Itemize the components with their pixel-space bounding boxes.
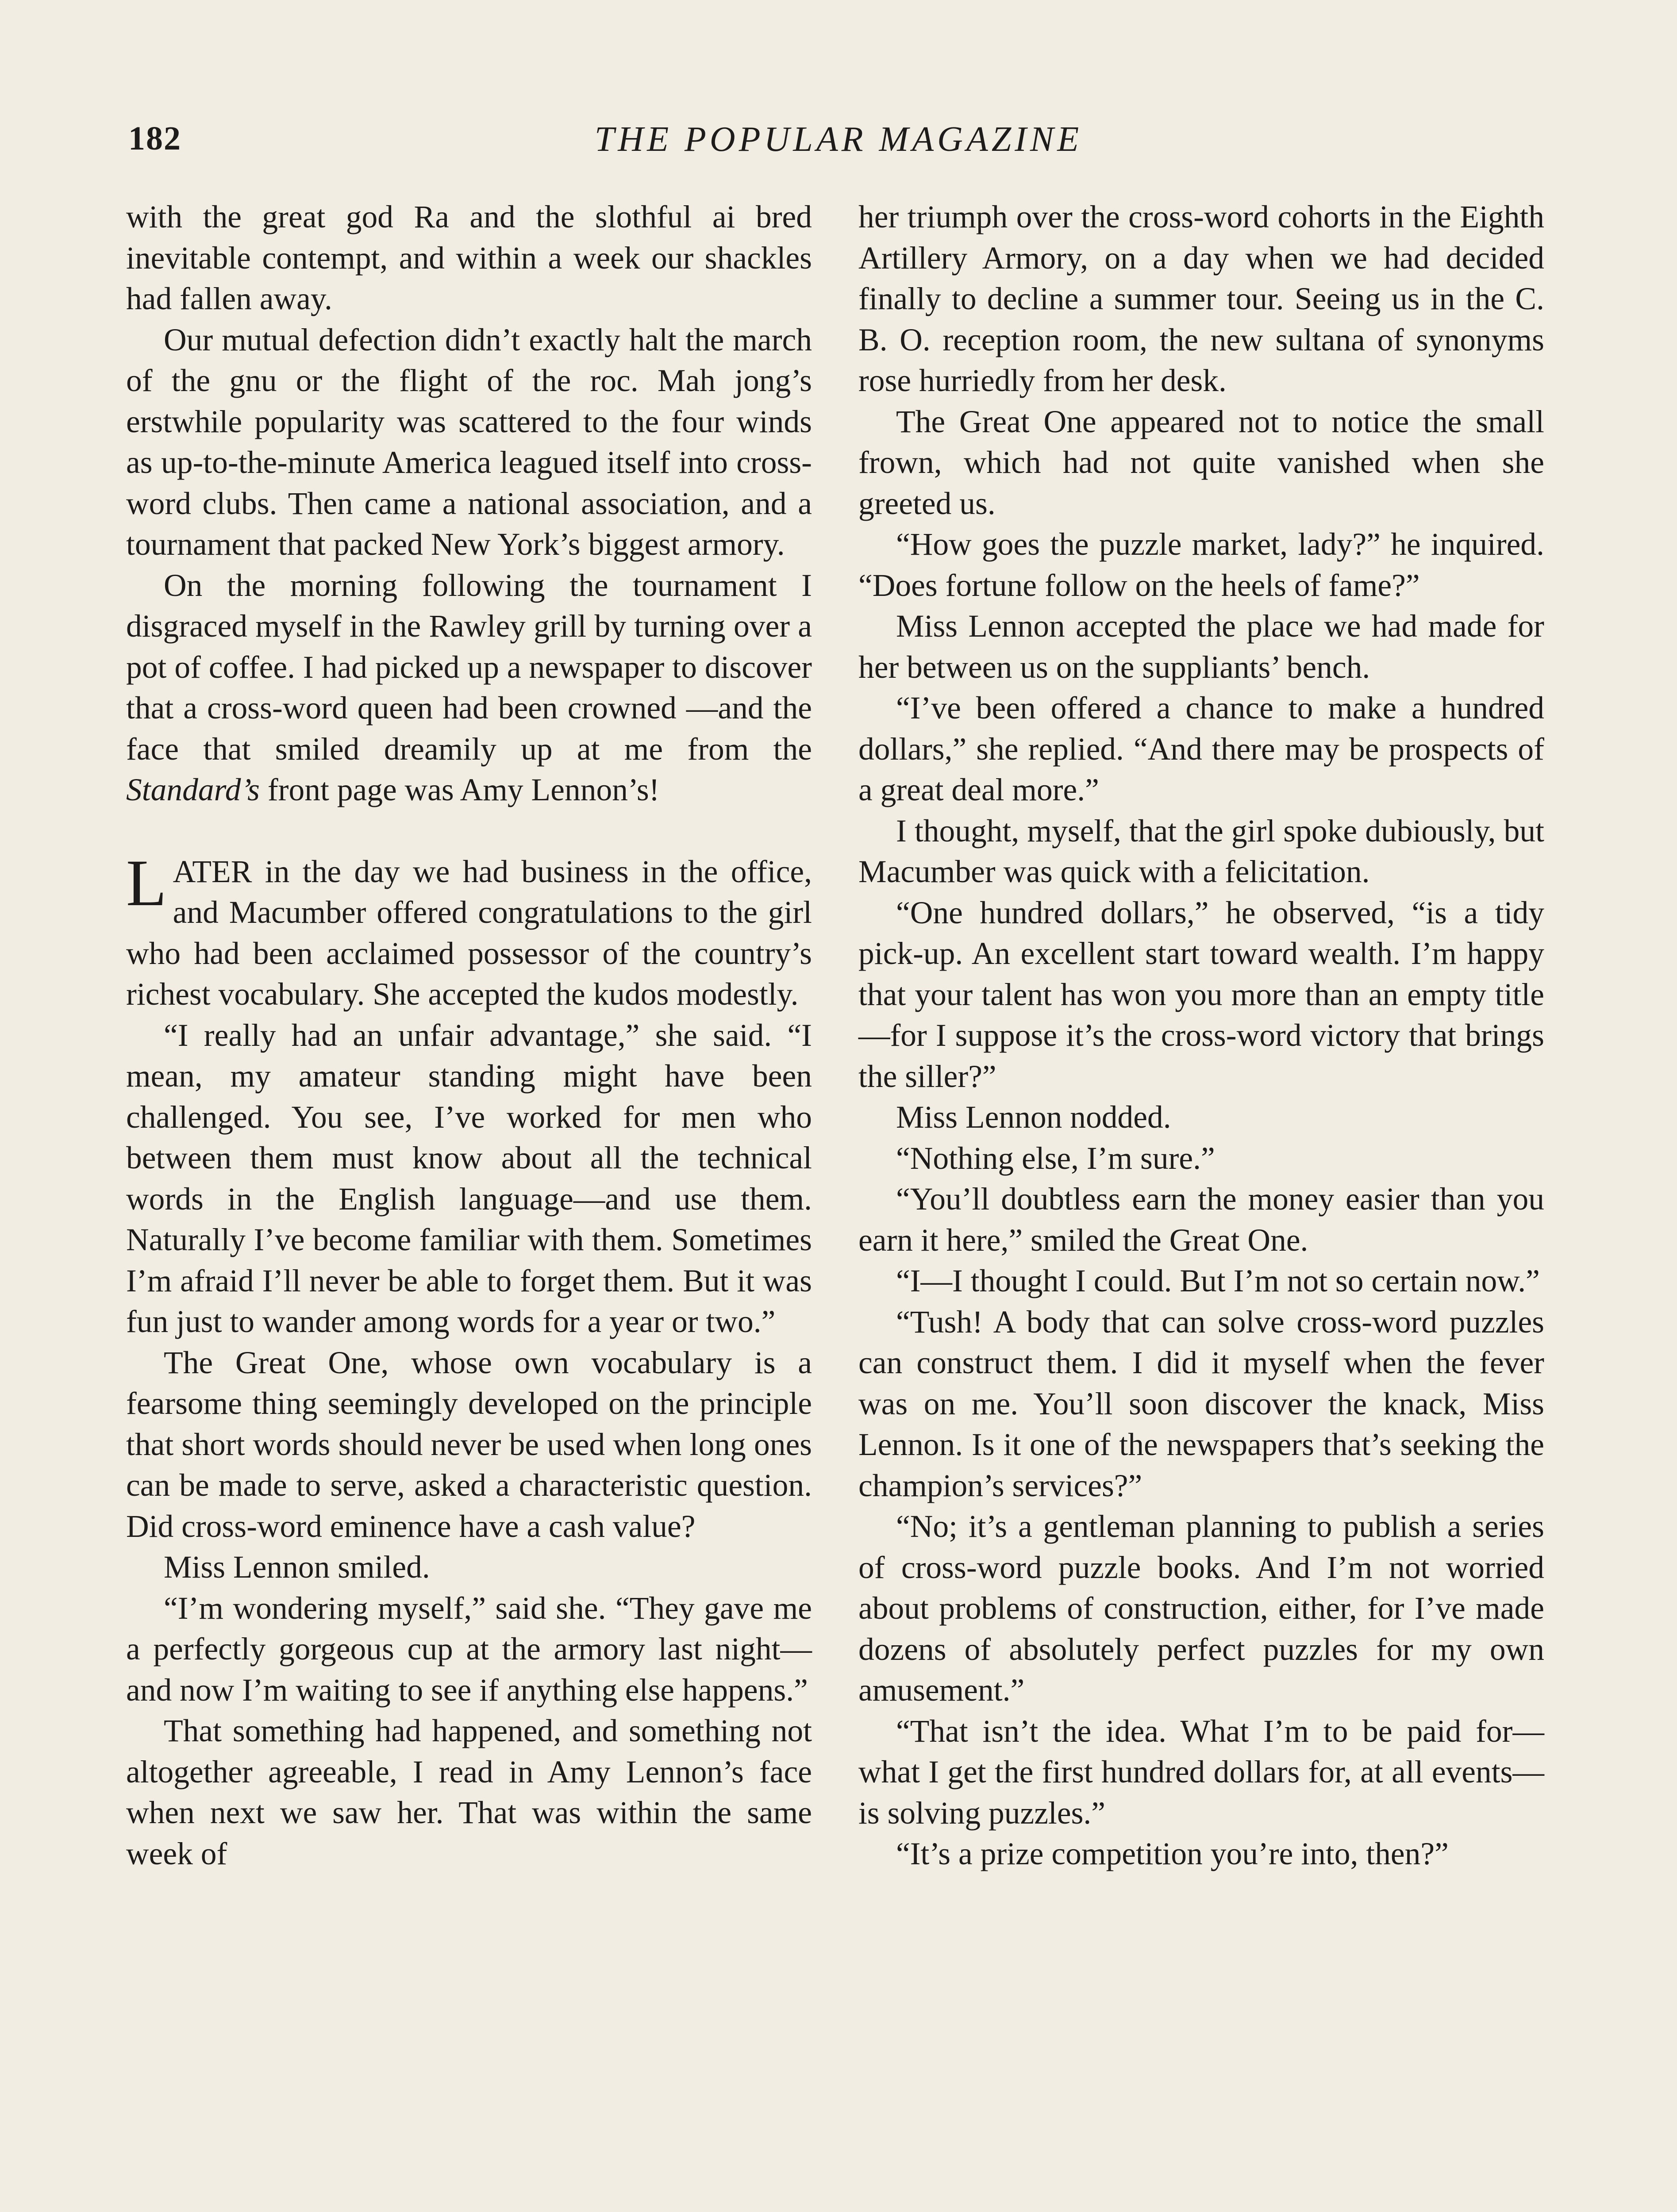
paragraph: “No; it’s a gentleman planning to publish a series of cross-word puzzle books. And I’m not worried about problems of construction, either, for I’ve made dozens of absolutely perfect puzzles for my own amusement.”	[858, 1509, 1544, 1708]
running-title: THE POPULAR MAGAZINE	[594, 120, 1083, 159]
paragraph: “How goes the puzzle market, lady?” he inquired. “Does fortune follow on the heels of fame?”	[858, 527, 1544, 603]
paragraph: “Tush! A body that can solve cross-word puzzles can construct them. I did it myself when the fever was on me. You’ll soon discover the knack, Miss Lennon. Is it one of the newspapers that’s seeking the champion’s services?”	[858, 1304, 1544, 1503]
paragraph: “That isn’t the idea. What I’m to be paid for—what I get the first hundred dollars for, at all events—is solving puzzles.”	[858, 1713, 1544, 1831]
paragraph: “I—I thought I could. But I’m not so certain now.”	[896, 1263, 1540, 1298]
paragraph: “One hundred dollars,” he observed, “is a tidy pick-up. An excellent start toward wealth. I’m happy that your talent has won you more than an empty title—for I suppose it’s the cross-word victory that brings the siller?”	[858, 895, 1544, 1094]
paragraph: “I’m wondering myself,” said she. “They gave me a perfectly gorgeous cup at the armory last night—and now I’m waiting to see if anything else happens.”	[126, 1590, 812, 1708]
newspaper-name: Standard’s	[126, 772, 260, 807]
paragraph: “You’ll doubtless earn the money easier than you earn it here,” smiled the Great One.	[858, 1182, 1544, 1258]
paragraph: That something had happened, and something not altogether agreeable, I read in Amy Lennon’s face when next we saw her. That was within the same week of	[126, 1713, 812, 1871]
paragraph: Miss Lennon nodded.	[896, 1100, 1171, 1135]
paragraph: Miss Lennon accepted the place we had made for her between us on the suppliants’ bench.	[858, 609, 1544, 685]
paragraph-text: On the morning following the tournament I disgraced myself in the Rawley grill by turning over a pot of coffee. I had picked up a newspaper to discover that a cross-word queen had been crowned —and the face that smiled dreamily up at me from the	[126, 568, 812, 767]
paragraph: I thought, myself, that the girl spoke dubiously, but Macumber was quick with a felicitation.	[858, 813, 1544, 889]
paragraph: with the great god Ra and the slothful ai bred inevitable contempt, and within a week our shackles had fallen away.	[126, 200, 812, 316]
paragraph: Our mutual defection didn’t exactly halt the march of the gnu or the flight of the roc. Mah jong’s erstwhile popularity was scattered to the four winds as up-to-the-minute America leagued itself into cross-word clubs. Then came a national association, and a tournament that packed New York’s biggest armory.	[126, 322, 812, 562]
paragraph-text: ATER in the day we had business in the office, and Macumber offered congratulations to the girl who had been acclaimed possessor of the country’s richest vocabulary. She accepted the kudos modestly.	[126, 854, 812, 1012]
page-number: 182	[128, 120, 181, 157]
paragraph: The Great One appeared not to notice the small frown, which had not quite vanished when she greeted us.	[858, 404, 1544, 521]
right-column	[858, 197, 1544, 1875]
drop-cap: L	[126, 846, 167, 920]
section-opening-paragraph	[126, 846, 812, 1015]
paragraph: “It’s a prize competition you’re into, then?”	[896, 1836, 1449, 1871]
paragraph: Miss Lennon smiled.	[164, 1550, 430, 1585]
paragraph: The Great One, whose own vocabulary is a fearsome thing seemingly developed on the principle that short words should never be used when long ones can be made to serve, asked a characteristic question. Did cross-word eminence have a cash value?	[126, 1345, 812, 1544]
paragraph: “I’ve been offered a chance to make a hundred dollars,” she replied. “And there may be prospects of a great deal more.”	[858, 691, 1544, 807]
paragraph: “I really had an unfair advantage,” she said. “I mean, my amateur standing might have been challenged. You see, I’ve worked for men who between them must know about all the technical words in the English language—and use them. Naturally I’ve become familiar with them. Sometimes I’m afraid I’ll never be able to forget them. But it was fun just to wander among words for a year or two.”	[126, 1018, 812, 1339]
paragraph-text: front page was Amy Lennon’s!	[259, 772, 660, 807]
left-column	[126, 197, 812, 1874]
paragraph	[126, 565, 812, 811]
page-header	[128, 119, 1549, 168]
paragraph: her triumph over the cross-word cohorts in the Eighth Artillery Armory, on a day when we had decided finally to decline a summer tour. Seeing us in the C. B. O. reception room, the new sultana of synonyms rose hurriedly from her desk.	[858, 200, 1544, 398]
paragraph: “Nothing else, I’m sure.”	[896, 1141, 1215, 1176]
